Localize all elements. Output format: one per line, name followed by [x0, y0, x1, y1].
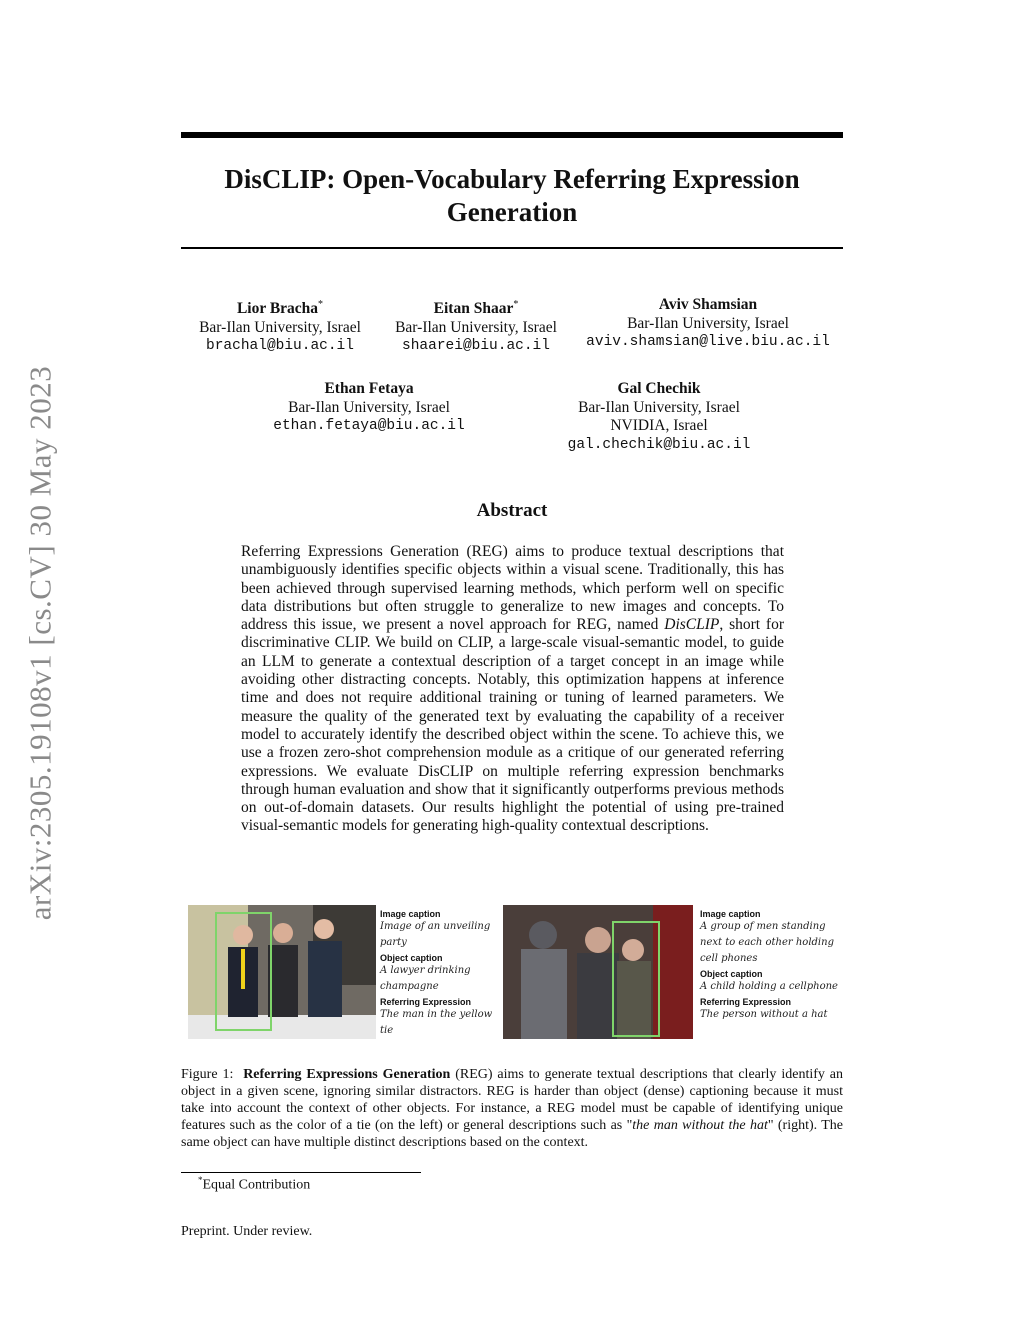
figure-caption: Figure 1: Referring Expressions Generation (REG) aims to generate textual descriptions that clearly identify an object in a given scene, ignoring similar distractors. REG is harder than object (dense) captioning because it must take into account the context of other objects. For instance, a REG model must be capable of identifying unique features such as the color of a tie (on the left) or general descriptions such as "the man without the hat" (right). The same object can have multiple distinct descriptions based on the context. — [181, 1067, 844, 1150]
object-caption-text: A lawyer drinking champagne — [380, 965, 471, 992]
referring-expression-text: The person without a hat — [700, 1009, 828, 1020]
image-caption-label: Image caption — [700, 909, 761, 919]
referring-expression-label: Referring Expression — [700, 997, 792, 1007]
footnote: *Equal Contribution — [198, 1175, 311, 1193]
author-affiliation: Bar-Ilan University, Israel — [627, 314, 789, 332]
image-caption-label: Image caption — [380, 909, 441, 919]
author-affiliation: Bar-Ilan University, Israel — [288, 398, 450, 416]
figure-left-photo — [188, 905, 376, 1039]
author-block — [378, 296, 574, 356]
author-name: Ethan Fetaya — [324, 380, 414, 397]
author-name: Gal Chechik — [617, 380, 701, 397]
footnote-rule — [181, 1172, 421, 1173]
image-caption-text: Image of an unveiling party — [380, 921, 491, 948]
author-email[interactable]: brachal@biu.ac.il — [206, 338, 354, 355]
abstract-text: Referring Expressions Generation (REG) aims to produce textual descriptions that unambiguously identifies specific objects within a visual scene. Traditionally, this has been achieved through supervised learning methods, which perform well on specific data distributions but often struggle to generalize to new images and concepts. To address this issue, we present a novel approach for REG, named DisCLIP, short for discriminative CLIP. We build on CLIP, a large-scale visual-semantic model, to guide an LLM to generate a contextual description of a target concept in an image while avoiding other distracting concepts. Notably, this optimization happens at inference time and does not require additional training or tuning of learned parameters. We measure the quality of the generated text by evaluating the capability of a receiver model to accurately identify the described object within the scene. To achieve this, we use a frozen zero-shot comprehension module as a critique of our generated referring expressions. We evaluate DisCLIP on multiple referring expression benchmarks through human evaluation and show that it significantly outperforms previous methods on out-of-domain datasets. Our results highlight the potential of using pre-trained visual-semantic models for generating high-quality contextual descriptions. — [241, 543, 785, 835]
author-block — [580, 296, 836, 352]
author-email[interactable]: shaarei@biu.ac.il — [402, 338, 550, 355]
image-caption-text: A group of men standing next to each other holding cell phones — [700, 921, 834, 964]
author-block — [560, 380, 758, 454]
author-email[interactable]: aviv.shamsian@live.biu.ac.il — [586, 334, 830, 350]
referring-expression-label: Referring Expression — [380, 997, 472, 1007]
author-block — [266, 380, 472, 436]
author-affiliation: Bar-Ilan University, Israel — [395, 318, 557, 336]
author-email[interactable]: gal.chechik@biu.ac.il — [567, 436, 751, 453]
author-name: Eitan Shaar* — [433, 299, 519, 318]
author-name: Aviv Shamsian — [658, 296, 758, 313]
author-affiliation: Bar-Ilan University, Israel — [578, 398, 740, 416]
paper-title: DisCLIP: Open-Vocabulary Referring Expression Generation — [224, 164, 800, 227]
preprint-notice: Preprint. Under review. — [181, 1224, 313, 1239]
object-caption-label: Object caption — [700, 969, 763, 979]
author-affiliation: Bar-Ilan University, Israel — [199, 318, 361, 336]
author-name: Lior Bracha* — [236, 299, 324, 318]
author-block — [181, 296, 379, 356]
object-caption-label: Object caption — [380, 953, 443, 963]
arxiv-id-text: arXiv:2305.19108v1 [cs.CV] 30 May 2023 — [22, 365, 57, 921]
phones-scene-illustration — [503, 905, 693, 1039]
author-email[interactable]: ethan.fetaya@biu.ac.il — [273, 418, 465, 434]
object-caption-text: A child holding a cellphone — [700, 981, 838, 992]
figure-left-captions — [380, 907, 498, 1039]
abstract-heading: Abstract — [476, 500, 548, 521]
title-bottom-rule — [181, 247, 843, 249]
title-top-rule — [181, 132, 843, 138]
figure-right-photo — [503, 905, 693, 1039]
figure-right-captions — [700, 907, 842, 1023]
author-affiliation: NVIDIA, Israel — [610, 417, 708, 434]
party-scene-illustration — [188, 905, 376, 1039]
referring-expression-text: The man in the yellow tie — [380, 1009, 493, 1036]
arxiv-stamp — [10, 342, 70, 944]
